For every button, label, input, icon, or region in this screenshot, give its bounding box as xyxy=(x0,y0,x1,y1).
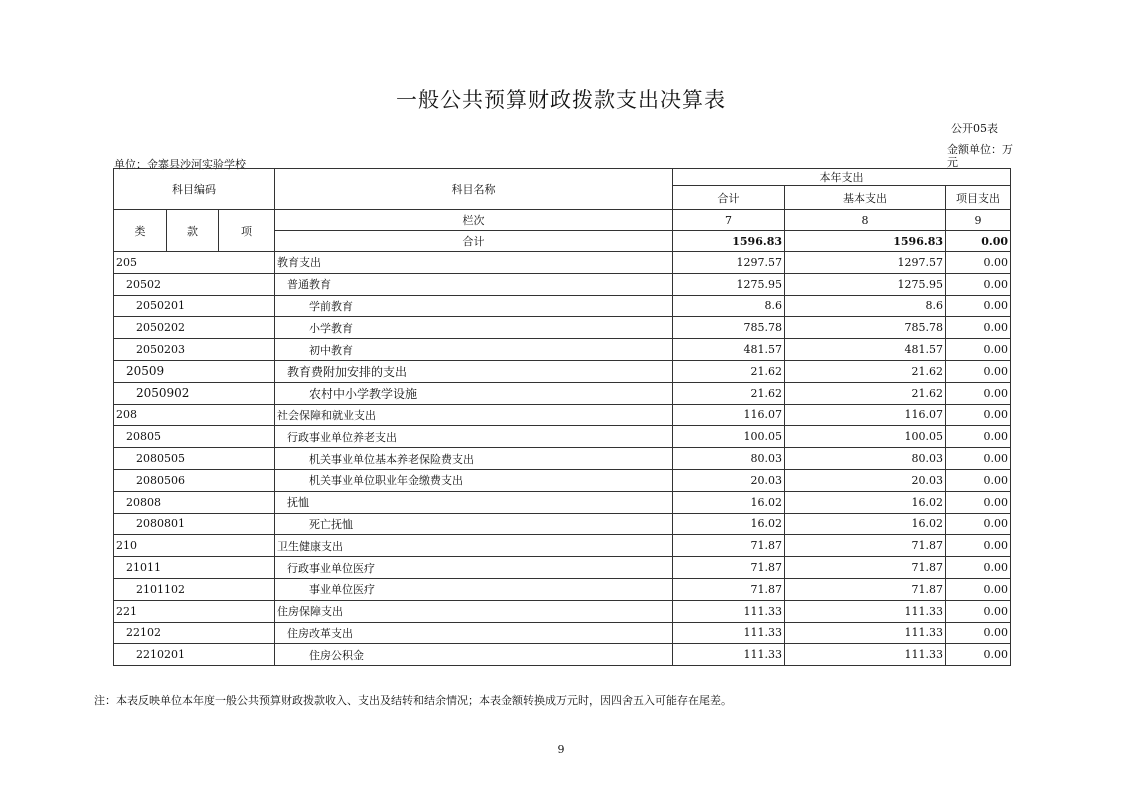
subject-name: 抚恤 xyxy=(275,491,673,513)
subject-name: 小学教育 xyxy=(275,317,673,339)
amount-basic: 71.87 xyxy=(785,535,946,557)
subject-name: 卫生健康支出 xyxy=(275,535,673,557)
table-row xyxy=(114,252,1011,274)
amount-basic: 20.03 xyxy=(785,469,946,491)
amount-project: 0.00 xyxy=(946,448,1011,470)
subject-code: 20805 xyxy=(114,426,275,448)
amount-project: 0.00 xyxy=(946,252,1011,274)
amount-project: 0.00 xyxy=(946,578,1011,600)
amount-basic: 1297.57 xyxy=(785,252,946,274)
subject-name: 初中教育 xyxy=(275,339,673,361)
subject-code: 221 xyxy=(114,600,275,622)
subject-name: 机关事业单位职业年金缴费支出 xyxy=(275,469,673,491)
subject-name: 教育支出 xyxy=(275,252,673,274)
subject-name: 事业单位医疗 xyxy=(275,578,673,600)
header-subject-name: 科目名称 xyxy=(275,169,673,210)
amount-project: 0.00 xyxy=(946,491,1011,513)
table-row xyxy=(114,295,1011,317)
subject-code: 2210201 xyxy=(114,644,275,666)
sum-basic: 1596.83 xyxy=(785,231,946,252)
header-basic: 基本支出 xyxy=(785,186,946,210)
amount-project: 0.00 xyxy=(946,360,1011,382)
subject-code: 2080505 xyxy=(114,448,275,470)
amount-project: 0.00 xyxy=(946,600,1011,622)
form-number: 公开05表 xyxy=(951,122,998,135)
subject-code: 2101102 xyxy=(114,578,275,600)
subject-name: 住房改革支出 xyxy=(275,622,673,644)
amount-total: 8.6 xyxy=(673,295,785,317)
amount-basic: 8.6 xyxy=(785,295,946,317)
header-col-9: 9 xyxy=(946,210,1011,231)
amount-total: 785.78 xyxy=(673,317,785,339)
amount-total: 111.33 xyxy=(673,622,785,644)
amount-basic: 21.62 xyxy=(785,382,946,404)
header-year-spend: 本年支出 xyxy=(673,169,1011,186)
sum-project: 0.00 xyxy=(946,231,1011,252)
table-row xyxy=(114,448,1011,470)
table-row xyxy=(114,644,1011,666)
subject-code: 210 xyxy=(114,535,275,557)
header-subject-code: 科目编码 xyxy=(114,169,275,210)
table-row xyxy=(114,578,1011,600)
amount-basic: 16.02 xyxy=(785,491,946,513)
amount-basic: 71.87 xyxy=(785,578,946,600)
amount-total: 1297.57 xyxy=(673,252,785,274)
amount-basic: 116.07 xyxy=(785,404,946,426)
organization-unit: 单位：金寨县沙河实验学校 xyxy=(114,158,246,171)
subject-code: 20509 xyxy=(114,360,275,382)
amount-project: 0.00 xyxy=(946,404,1011,426)
subject-name: 死亡抚恤 xyxy=(275,513,673,535)
amount-basic: 71.87 xyxy=(785,557,946,579)
amount-total: 21.62 xyxy=(673,382,785,404)
subject-name: 学前教育 xyxy=(275,295,673,317)
subject-name: 行政事业单位医疗 xyxy=(275,557,673,579)
amount-total: 111.33 xyxy=(673,600,785,622)
amount-total: 71.87 xyxy=(673,557,785,579)
amount-unit: 金额单位：万元 xyxy=(947,143,1013,169)
subject-code: 2050202 xyxy=(114,317,275,339)
subject-name: 住房保障支出 xyxy=(275,600,673,622)
header-kuan: 款 xyxy=(167,210,219,252)
header-total: 合计 xyxy=(673,186,785,210)
subject-code: 20808 xyxy=(114,491,275,513)
table-row xyxy=(114,273,1011,295)
amount-total: 111.33 xyxy=(673,644,785,666)
amount-total: 20.03 xyxy=(673,469,785,491)
amount-project: 0.00 xyxy=(946,469,1011,491)
subject-name: 行政事业单位养老支出 xyxy=(275,426,673,448)
amount-project: 0.00 xyxy=(946,382,1011,404)
table-row xyxy=(114,513,1011,535)
subject-name: 农村中小学教学设施 xyxy=(275,382,673,404)
subject-name: 住房公积金 xyxy=(275,644,673,666)
table-row xyxy=(114,317,1011,339)
subject-code: 21011 xyxy=(114,557,275,579)
table-row xyxy=(114,426,1011,448)
table-row xyxy=(114,491,1011,513)
amount-basic: 111.33 xyxy=(785,600,946,622)
subject-code: 20502 xyxy=(114,273,275,295)
amount-project: 0.00 xyxy=(946,513,1011,535)
subject-code: 2080801 xyxy=(114,513,275,535)
header-lanci: 栏次 xyxy=(275,210,673,231)
amount-basic: 16.02 xyxy=(785,513,946,535)
footnote: 注：本表反映单位本年度一般公共预算财政拨款收入、支出及结转和结余情况；本表金额转换成万元时，因四舍五入可能存在尾差。 xyxy=(94,694,732,707)
amount-project: 0.00 xyxy=(946,535,1011,557)
amount-basic: 100.05 xyxy=(785,426,946,448)
subject-name: 机关事业单位基本养老保险费支出 xyxy=(275,448,673,470)
amount-basic: 1275.95 xyxy=(785,273,946,295)
amount-basic: 80.03 xyxy=(785,448,946,470)
amount-project: 0.00 xyxy=(946,622,1011,644)
amount-basic: 21.62 xyxy=(785,360,946,382)
table-row xyxy=(114,339,1011,361)
header-xiang: 项 xyxy=(219,210,275,252)
subject-code: 2080506 xyxy=(114,469,275,491)
sum-total: 1596.83 xyxy=(673,231,785,252)
subject-code: 2050203 xyxy=(114,339,275,361)
subject-code: 205 xyxy=(114,252,275,274)
amount-total: 481.57 xyxy=(673,339,785,361)
page-title: 一般公共预算财政拨款支出决算表 xyxy=(396,88,726,112)
amount-total: 1275.95 xyxy=(673,273,785,295)
amount-total: 116.07 xyxy=(673,404,785,426)
amount-total: 16.02 xyxy=(673,513,785,535)
amount-basic: 111.33 xyxy=(785,622,946,644)
table-row xyxy=(114,360,1011,382)
table-row xyxy=(114,600,1011,622)
amount-project: 0.00 xyxy=(946,273,1011,295)
subject-name: 社会保障和就业支出 xyxy=(275,404,673,426)
amount-total: 80.03 xyxy=(673,448,785,470)
table-row xyxy=(114,382,1011,404)
amount-project: 0.00 xyxy=(946,644,1011,666)
subject-name: 教育费附加安排的支出 xyxy=(275,360,673,382)
subject-code: 22102 xyxy=(114,622,275,644)
amount-total: 71.87 xyxy=(673,535,785,557)
subject-code: 2050201 xyxy=(114,295,275,317)
amount-basic: 111.33 xyxy=(785,644,946,666)
subject-code: 208 xyxy=(114,404,275,426)
amount-basic: 481.57 xyxy=(785,339,946,361)
table-row xyxy=(114,469,1011,491)
header-col-7: 7 xyxy=(673,210,785,231)
amount-project: 0.00 xyxy=(946,317,1011,339)
expenditure-table xyxy=(113,168,1011,666)
header-col-8: 8 xyxy=(785,210,946,231)
amount-project: 0.00 xyxy=(946,426,1011,448)
header-lei: 类 xyxy=(114,210,167,252)
amount-project: 0.00 xyxy=(946,339,1011,361)
amount-total: 21.62 xyxy=(673,360,785,382)
amount-total: 100.05 xyxy=(673,426,785,448)
amount-total: 71.87 xyxy=(673,578,785,600)
table-row xyxy=(114,404,1011,426)
amount-project: 0.00 xyxy=(946,557,1011,579)
table-row xyxy=(114,535,1011,557)
subject-name: 普通教育 xyxy=(275,273,673,295)
amount-project: 0.00 xyxy=(946,295,1011,317)
table-row xyxy=(114,557,1011,579)
sum-label: 合计 xyxy=(275,231,673,252)
page-number: 9 xyxy=(557,743,565,756)
table-row xyxy=(114,622,1011,644)
amount-total: 16.02 xyxy=(673,491,785,513)
header-project: 项目支出 xyxy=(946,186,1011,210)
subject-code: 2050902 xyxy=(114,382,275,404)
amount-basic: 785.78 xyxy=(785,317,946,339)
